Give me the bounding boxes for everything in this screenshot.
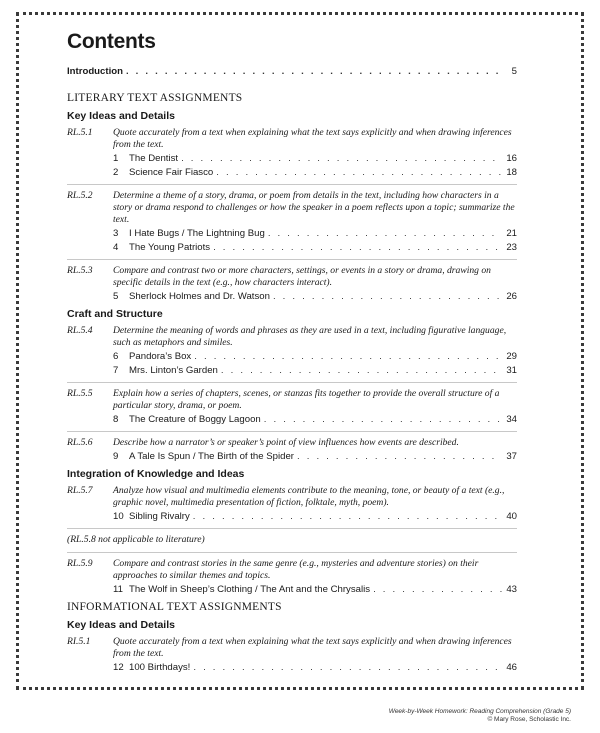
standard-code: RL.5.7 (67, 485, 93, 496)
standard-description: Determine a theme of a story, drama, or poem from details in the text, including how characters in a story or drama respond to challenges or how the speaker in a poem reflects upon a topic; summarize the text. (113, 190, 515, 225)
toc-entry[interactable] (113, 351, 517, 363)
toc-entry-number: 4 (113, 242, 119, 253)
toc-entry[interactable] (113, 365, 517, 377)
toc-entry-title: 100 Birthdays! (129, 662, 191, 673)
toc-entry-number: 1 (113, 153, 119, 164)
standard-block (67, 388, 517, 412)
toc-entry-number: 2 (113, 167, 119, 178)
toc-entry-number: 8 (113, 414, 119, 425)
toc-intro-label: Introduction (67, 66, 123, 77)
standard-block (67, 325, 517, 349)
standard-description: Quote accurately from a text when explaining what the text says explicitly and when drawing inferences from the text. (113, 127, 512, 150)
toc-entry-title: The Wolf in Sheep’s Clothing / The Ant and the Chrysalis (129, 584, 371, 595)
toc-entry-title: Pandora’s Box (129, 351, 192, 362)
standard-note: (RL.5.8 not applicable to literature) (67, 534, 205, 545)
toc-entry-page: 43 (506, 584, 517, 595)
standard-description: Determine the meaning of words and phrases as they are used in a text, including figurative language, such as metaphors and similes. (113, 325, 507, 348)
divider-rule (67, 184, 517, 185)
divider-rule (67, 382, 517, 383)
toc-entry-page: 16 (506, 153, 517, 164)
toc-entry-number: 10 (113, 511, 124, 522)
standard-code: RL.5.6 (67, 437, 93, 448)
standard-block (67, 190, 517, 226)
toc-entry-number: 7 (113, 365, 119, 376)
footer-publication: Week-by-Week Homework: Reading Comprehension (Grade 5) (388, 708, 571, 715)
divider-rule (67, 552, 517, 553)
footer-copyright: © Mary Rose, Scholastic Inc. (487, 716, 571, 723)
group-heading: Integration of Knowledge and Ideas (67, 468, 245, 480)
page-title: Contents (67, 30, 156, 53)
toc-entry-page: 46 (506, 662, 517, 673)
leader-dots (268, 228, 502, 240)
standard-block (67, 636, 517, 660)
leader-dots (273, 291, 502, 303)
leader-dots (373, 584, 502, 596)
toc-entry-title: Science Fair Fiasco (129, 167, 214, 178)
toc-entries (113, 153, 517, 179)
page-footer (389, 708, 571, 724)
toc-entry[interactable] (113, 662, 517, 674)
group-heading: Key Ideas and Details (67, 619, 175, 631)
divider-rule (67, 431, 517, 432)
toc-entries (113, 451, 517, 463)
standard-description: Compare and contrast stories in the same genre (e.g., mysteries and adventure stories) on their approaches to similar themes and topics. (113, 558, 479, 581)
section-heading: LITERARY TEXT ASSIGNMENTS (67, 92, 243, 104)
toc-entry-number: 11 (113, 584, 123, 595)
divider-rule (67, 528, 517, 529)
toc-entry-page: 37 (506, 451, 517, 462)
toc-entry-title: Sherlock Holmes and Dr. Watson (129, 291, 270, 302)
toc-entries (113, 414, 517, 426)
toc-entry[interactable] (113, 242, 517, 254)
leader-dots (221, 365, 502, 377)
toc-entries (113, 584, 517, 596)
toc-entry-page: 31 (506, 365, 517, 376)
leader-dots (213, 242, 502, 254)
group-heading: Craft and Structure (67, 308, 163, 320)
toc-entry-page: 21 (506, 228, 517, 239)
toc-entries (113, 228, 517, 254)
toc-entry-title: The Young Patriots (129, 242, 211, 253)
toc-intro-page: 5 (511, 66, 517, 77)
toc-entry-page: 18 (506, 167, 517, 178)
toc-entry-title: The Dentist (129, 153, 179, 164)
toc-entry-page: 26 (506, 291, 517, 302)
standard-block (67, 127, 517, 151)
toc-entries (113, 511, 517, 523)
toc-entry-number: 3 (113, 228, 119, 239)
leader-dots (193, 662, 502, 674)
toc-entry[interactable] (113, 153, 517, 165)
toc-intro[interactable] (67, 66, 517, 78)
standard-code: RL.5.9 (67, 558, 93, 569)
toc-entry-title: Mrs. Linton’s Garden (129, 365, 218, 376)
standard-block (67, 265, 517, 289)
standard-description: Quote accurately from a text when explaining what the text says explicitly and when drawing inferences from the text. (113, 636, 512, 659)
standard-code: RL.5.4 (67, 325, 93, 336)
group-heading: Key Ideas and Details (67, 110, 175, 122)
leader-dots (264, 414, 502, 426)
toc-entry-title: I Hate Bugs / The Lightning Bug (129, 228, 265, 239)
standard-code: RL.5.1 (67, 127, 93, 138)
standard-block (67, 437, 517, 449)
toc-entry-title: A Tale Is Spun / The Birth of the Spider (129, 451, 294, 462)
toc-entry-page: 29 (506, 351, 517, 362)
toc-entry-number: 5 (113, 291, 119, 302)
toc-entry-page: 23 (506, 242, 517, 253)
toc-entry-number: 12 (113, 662, 124, 673)
standard-block (67, 558, 517, 582)
standard-code: RL.5.2 (67, 190, 93, 201)
standard-code: RL.5.3 (67, 265, 93, 276)
toc-entries (113, 351, 517, 377)
standard-block (67, 485, 517, 509)
section-heading: INFORMATIONAL TEXT ASSIGNMENTS (67, 601, 282, 613)
standard-code: RL.5.5 (67, 388, 93, 399)
leader-dots (181, 153, 502, 165)
toc-entry-page: 40 (506, 511, 517, 522)
leader-dots (216, 167, 502, 179)
standard-description: Explain how a series of chapters, scenes, or stanzas fits together to provide the overall structure of a particular story, drama, or poem. (113, 388, 500, 411)
leader-dots (193, 511, 502, 523)
leader-dots (194, 351, 502, 363)
toc-entry[interactable] (113, 451, 517, 463)
toc-entry-number: 6 (113, 351, 119, 362)
toc-entry-page: 34 (506, 414, 517, 425)
toc-entry-title: Sibling Rivalry (129, 511, 190, 522)
toc-entry[interactable] (113, 584, 517, 596)
toc-entries (113, 291, 517, 303)
contents-page (67, 30, 517, 679)
toc-entry[interactable] (113, 167, 517, 179)
leader-dots (126, 66, 502, 78)
divider-rule (67, 259, 517, 260)
toc-sections (67, 92, 517, 674)
leader-dots (297, 451, 502, 463)
standard-description: Analyze how visual and multimedia elements contribute to the meaning, tone, or beauty of a text (e.g., graphic novel, multimedia presentation of fiction, folktale, myth, poem). (113, 485, 505, 508)
standard-description: Describe how a narrator’s or speaker’s point of view influences how events are described. (113, 437, 459, 448)
toc-entry[interactable] (113, 414, 517, 426)
toc-entries (113, 662, 517, 674)
toc-entry-title: The Creature of Boggy Lagoon (129, 414, 261, 425)
toc-entry[interactable] (113, 511, 517, 523)
standard-code: RI.5.1 (67, 636, 91, 647)
toc-entry[interactable] (113, 228, 517, 240)
toc-entry-number: 9 (113, 451, 119, 462)
standard-description: Compare and contrast two or more characters, settings, or events in a story or drama, drawing on specific details in the text (e.g., how characters interact). (113, 265, 491, 288)
toc-entry[interactable] (113, 291, 517, 303)
